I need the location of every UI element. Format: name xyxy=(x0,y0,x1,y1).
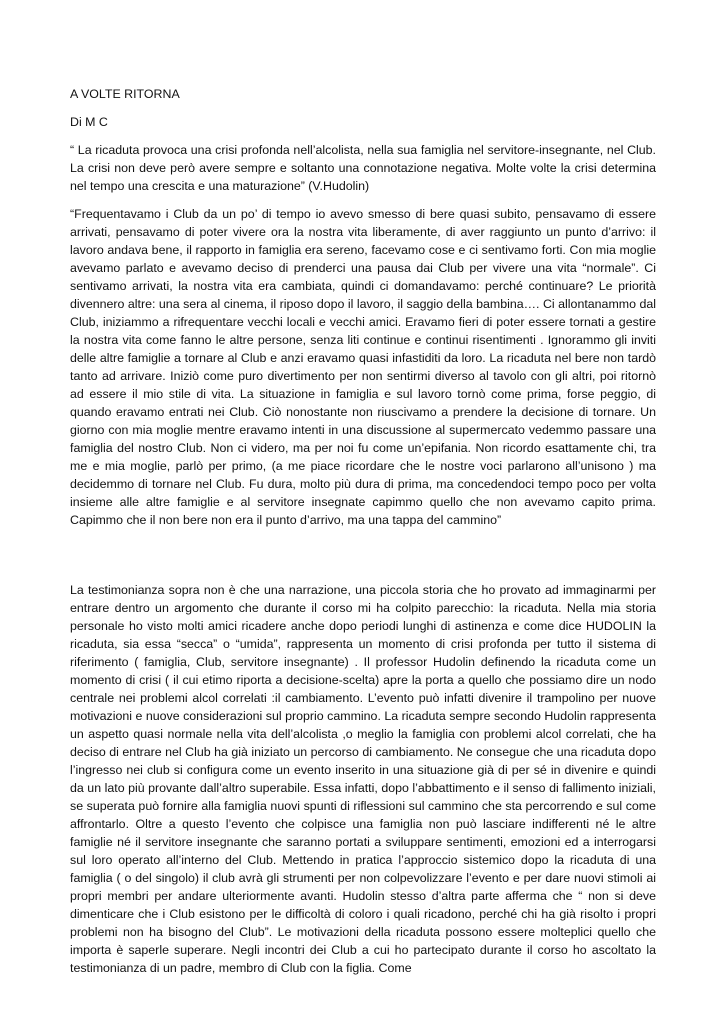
testimony-paragraph: “Frequentavamo i Club da un po’ di tempo io avevo smesso di bere quasi subito, pensavamo di essere arrivati, pensavamo di poter vivere ora la nostra vita liberamente, di aver raggiunto un punto d’arrivo: il lavoro andava bene, il rapporto in famiglia era sereno, facevamo cose e ci sentivamo forti. Con mia moglie avevamo parlato e avevamo deciso di prenderci una pausa dai Club per vivere una vita “normale”. Ci sentivamo arrivati, la nostra vita era cambiata, quindi ci domandavamo: perché continuare? Le priorità divennero altre: una sera al cinema, il riposo dopo il lavoro, il saggio della bambina…. Ci allontanammo dal Club, iniziammo a rifrequentare vecchi locali e vecchi amici. Eravamo fieri di poter essere tornati a gestire la nostra vita come fanno le altre persone, senza liti continue e continui risentimenti . Ignorammo gli inviti delle altre famiglie a tornare al Club e anzi eravamo quasi infastiditi da loro. La ricaduta nel bere non tardò tanto ad arrivare. Iniziò come puro divertimento per non sentirmi diverso al tavolo con gli altri, poi ritornò ad essere il mio stile di vita. La situazione in famiglia e sul lavoro tornò come prima, forse peggio, di quando eravamo entrati nei Club. Ciò nonostante non riuscivamo a prendere la decisione di tornare. Un giorno con mia moglie mentre eravamo intenti in una discussione al supermercato vedemmo passare una famiglia del nostro Club. Non ci videro, ma per noi fu come un’epifania. Non ricordo esattamente chi, tra me e mia moglie, parlò per primo, (a me piace ricordare che le nostre voci parlarono all’unisono ) ma decidemmo di tornare nel Club. Fu dura, molto più dura di prima, ma concedendoci tempo poco per volta insieme alle altre famiglie e al servitore insegnate capimmo quello che non avevamo capito prima. Capimmo che il non bere non era il punto d’arrivo, ma una tappa del cammino” xyxy=(70,207,656,527)
document-body xyxy=(70,85,656,977)
opening-quote: “ La ricaduta provoca una crisi profonda nell’alcolista, nella sua famiglia nel servitore-insegnante, nel Club. La crisi non deve però avere sempre e soltanto una connotazione negativa. Molte volte la crisi determina nel tempo una crescita e una maturazione” (V.Hudolin) xyxy=(70,143,656,193)
document-title: A VOLTE RITORNA xyxy=(70,87,180,101)
essay-paragraph: La testimonianza sopra non è che una narrazione, una piccola storia che ho provato ad immaginarmi per entrare dentro un argomento che durante il corso mi ha colpito parecchio: la ricaduta. Nella mia storia personale ho visto molti amici ricadere anche dopo periodi lunghi di astinenza e come dice HUDOLIN la ricaduta, sia essa “secca” o “umida”, rappresenta un momento di crisi profonda per tutto il sistema di riferimento ( famiglia, Club, servitore insegnante) . Il professor Hudolin definendo la ricaduta come un momento di crisi ( il cui etimo riporta a decisione-scelta) apre la porta a quello che possiamo dire un nodo centrale nei problemi alcol correlati :il cambiamento. L’evento può infatti divenire il trampolino per nuove motivazioni e nuove considerazioni sul proprio cammino. La ricaduta sempre secondo Hudolin rappresenta un aspetto quasi normale nella vita dell’alcolista ,o meglio la famiglia con problemi alcol correlati, che ha deciso di entrare nel Club ha già iniziato un percorso di cambiamento. Ne consegue che una ricaduta dopo l’ingresso nei club si configura come un evento inserito in una situazione già di per sé in divenire e quindi da un lato più provante dall’altro superabile. Essa infatti, dopo l’abbattimento e il senso di fallimento iniziali, se superata può fornire alla famiglia nuovi spunti di riflessioni sul cammino che sta percorrendo e sul come affrontarlo. Oltre a questo l’evento che colpisce una famiglia non può lasciare indifferenti né le altre famiglie né il servitore insegnante che saranno portati a sviluppare sentimenti, emozioni ed a interrogarsi sul loro operato all’interno del Club. Mettendo in pratica l’approccio sistemico dopo la ricaduta di una famiglia ( o del singolo) il club avrà gli strumenti per non colpevolizzare l’evento e per dare nuovi stimoli ai propri membri per andare ulteriormente avanti. Hudolin stesso d’altra parte afferma che “ non si deve dimenticare che i Club esistono per le difficoltà di coloro i quali ricadono, perché chi ha già risolto i propri problemi non ha bisogno del Club”. Le motivazioni della ricaduta possono essere molteplici quello che importa è saperle superare. Negli incontri dei Club a cui ho partecipato durante il corso ho ascoltato la testimonianza di un padre, membro di Club con la figlia. Come xyxy=(70,583,656,975)
document-author: Di M C xyxy=(70,115,108,129)
